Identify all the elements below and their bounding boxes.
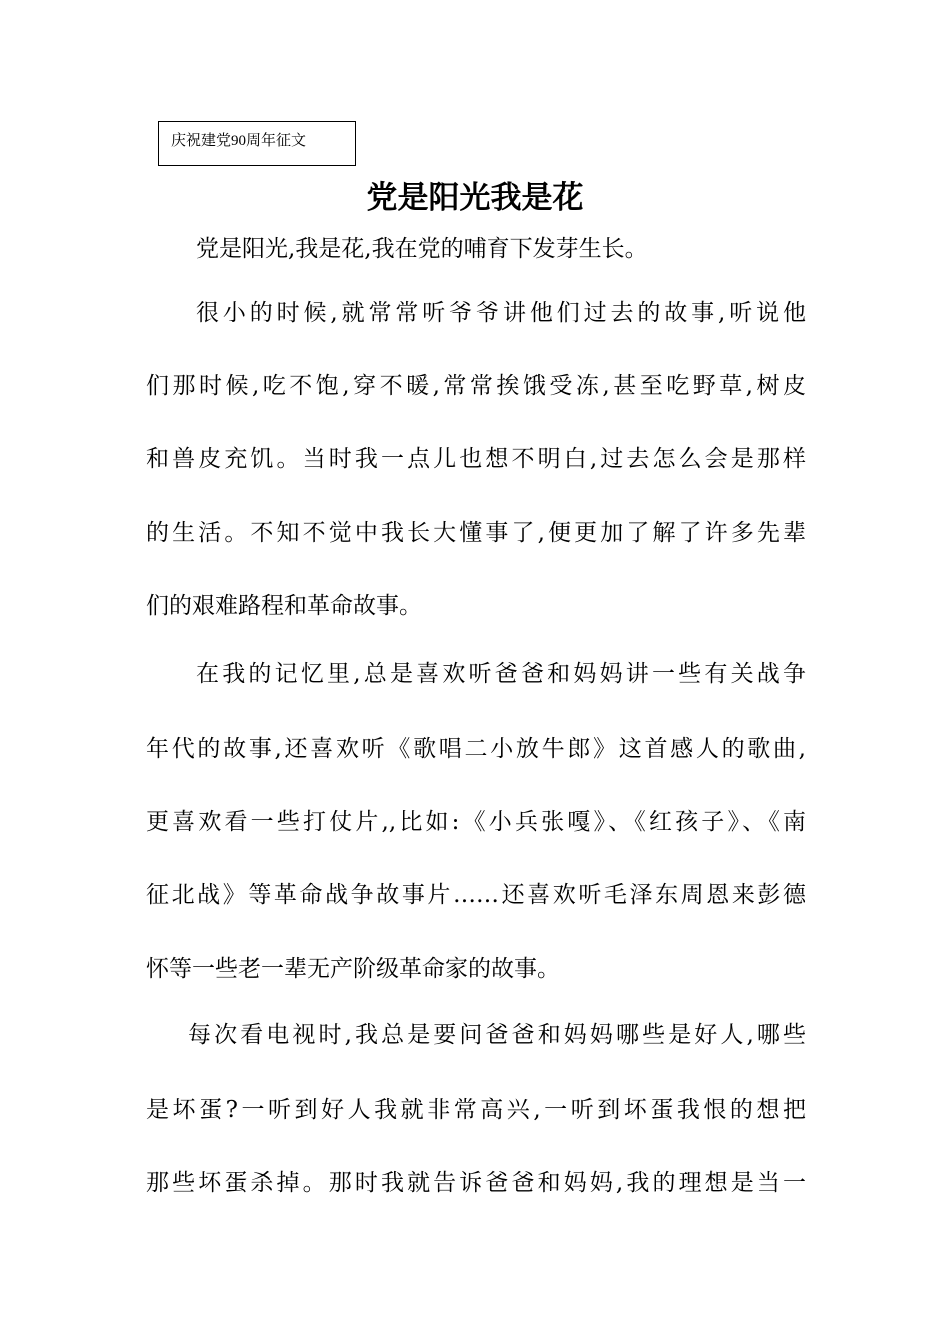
paragraph-line-9: 更喜欢看一些打仗片,,比如:《小兵张嘎》、《红孩子》、《南: [146, 809, 806, 835]
paragraph-line-14: 那些坏蛋杀掉。那时我就告诉爸爸和妈妈,我的理想是当一: [146, 1170, 806, 1196]
paragraph-line-3: 们那时候,吃不饱,穿不暖,常常挨饿受冻,甚至吃野草,树皮: [146, 373, 806, 399]
paragraph-line-1: 党是阳光,我是花,我在党的哺育下发芽生长。: [196, 236, 648, 262]
essay-title: 党是阳光我是花: [366, 180, 584, 216]
paragraph-line-8: 年代的故事,还喜欢听《歌唱二小放牛郎》这首感人的歌曲,: [146, 736, 806, 762]
paragraph-line-10: 征北战》等革命战争故事片……还喜欢听毛泽东周恩来彭德: [146, 882, 806, 908]
paragraph-line-6: 们的艰难路程和革命故事。: [146, 593, 422, 619]
paragraph-line-5: 的生活。不知不觉中我长大懂事了,便更加了解了许多先辈: [146, 520, 806, 546]
paragraph-line-12: 每次看电视时,我总是要问爸爸和妈妈哪些是好人,哪些: [188, 1022, 806, 1048]
paragraph-line-13: 是坏蛋?一听到好人我就非常高兴,一听到坏蛋我恨的想把: [146, 1097, 806, 1123]
paragraph-line-4: 和兽皮充饥。当时我一点儿也想不明白,过去怎么会是那样: [146, 446, 806, 472]
paragraph-line-7: 在我的记忆里,总是喜欢听爸爸和妈妈讲一些有关战争: [196, 661, 806, 687]
paragraph-line-2: 很小的时候,就常常听爷爷讲他们过去的故事,听说他: [196, 300, 806, 326]
essay-category-label: 庆祝建党90周年征文: [158, 121, 356, 166]
paragraph-line-11: 怀等一些老一辈无产阶级革命家的故事。: [146, 956, 560, 982]
